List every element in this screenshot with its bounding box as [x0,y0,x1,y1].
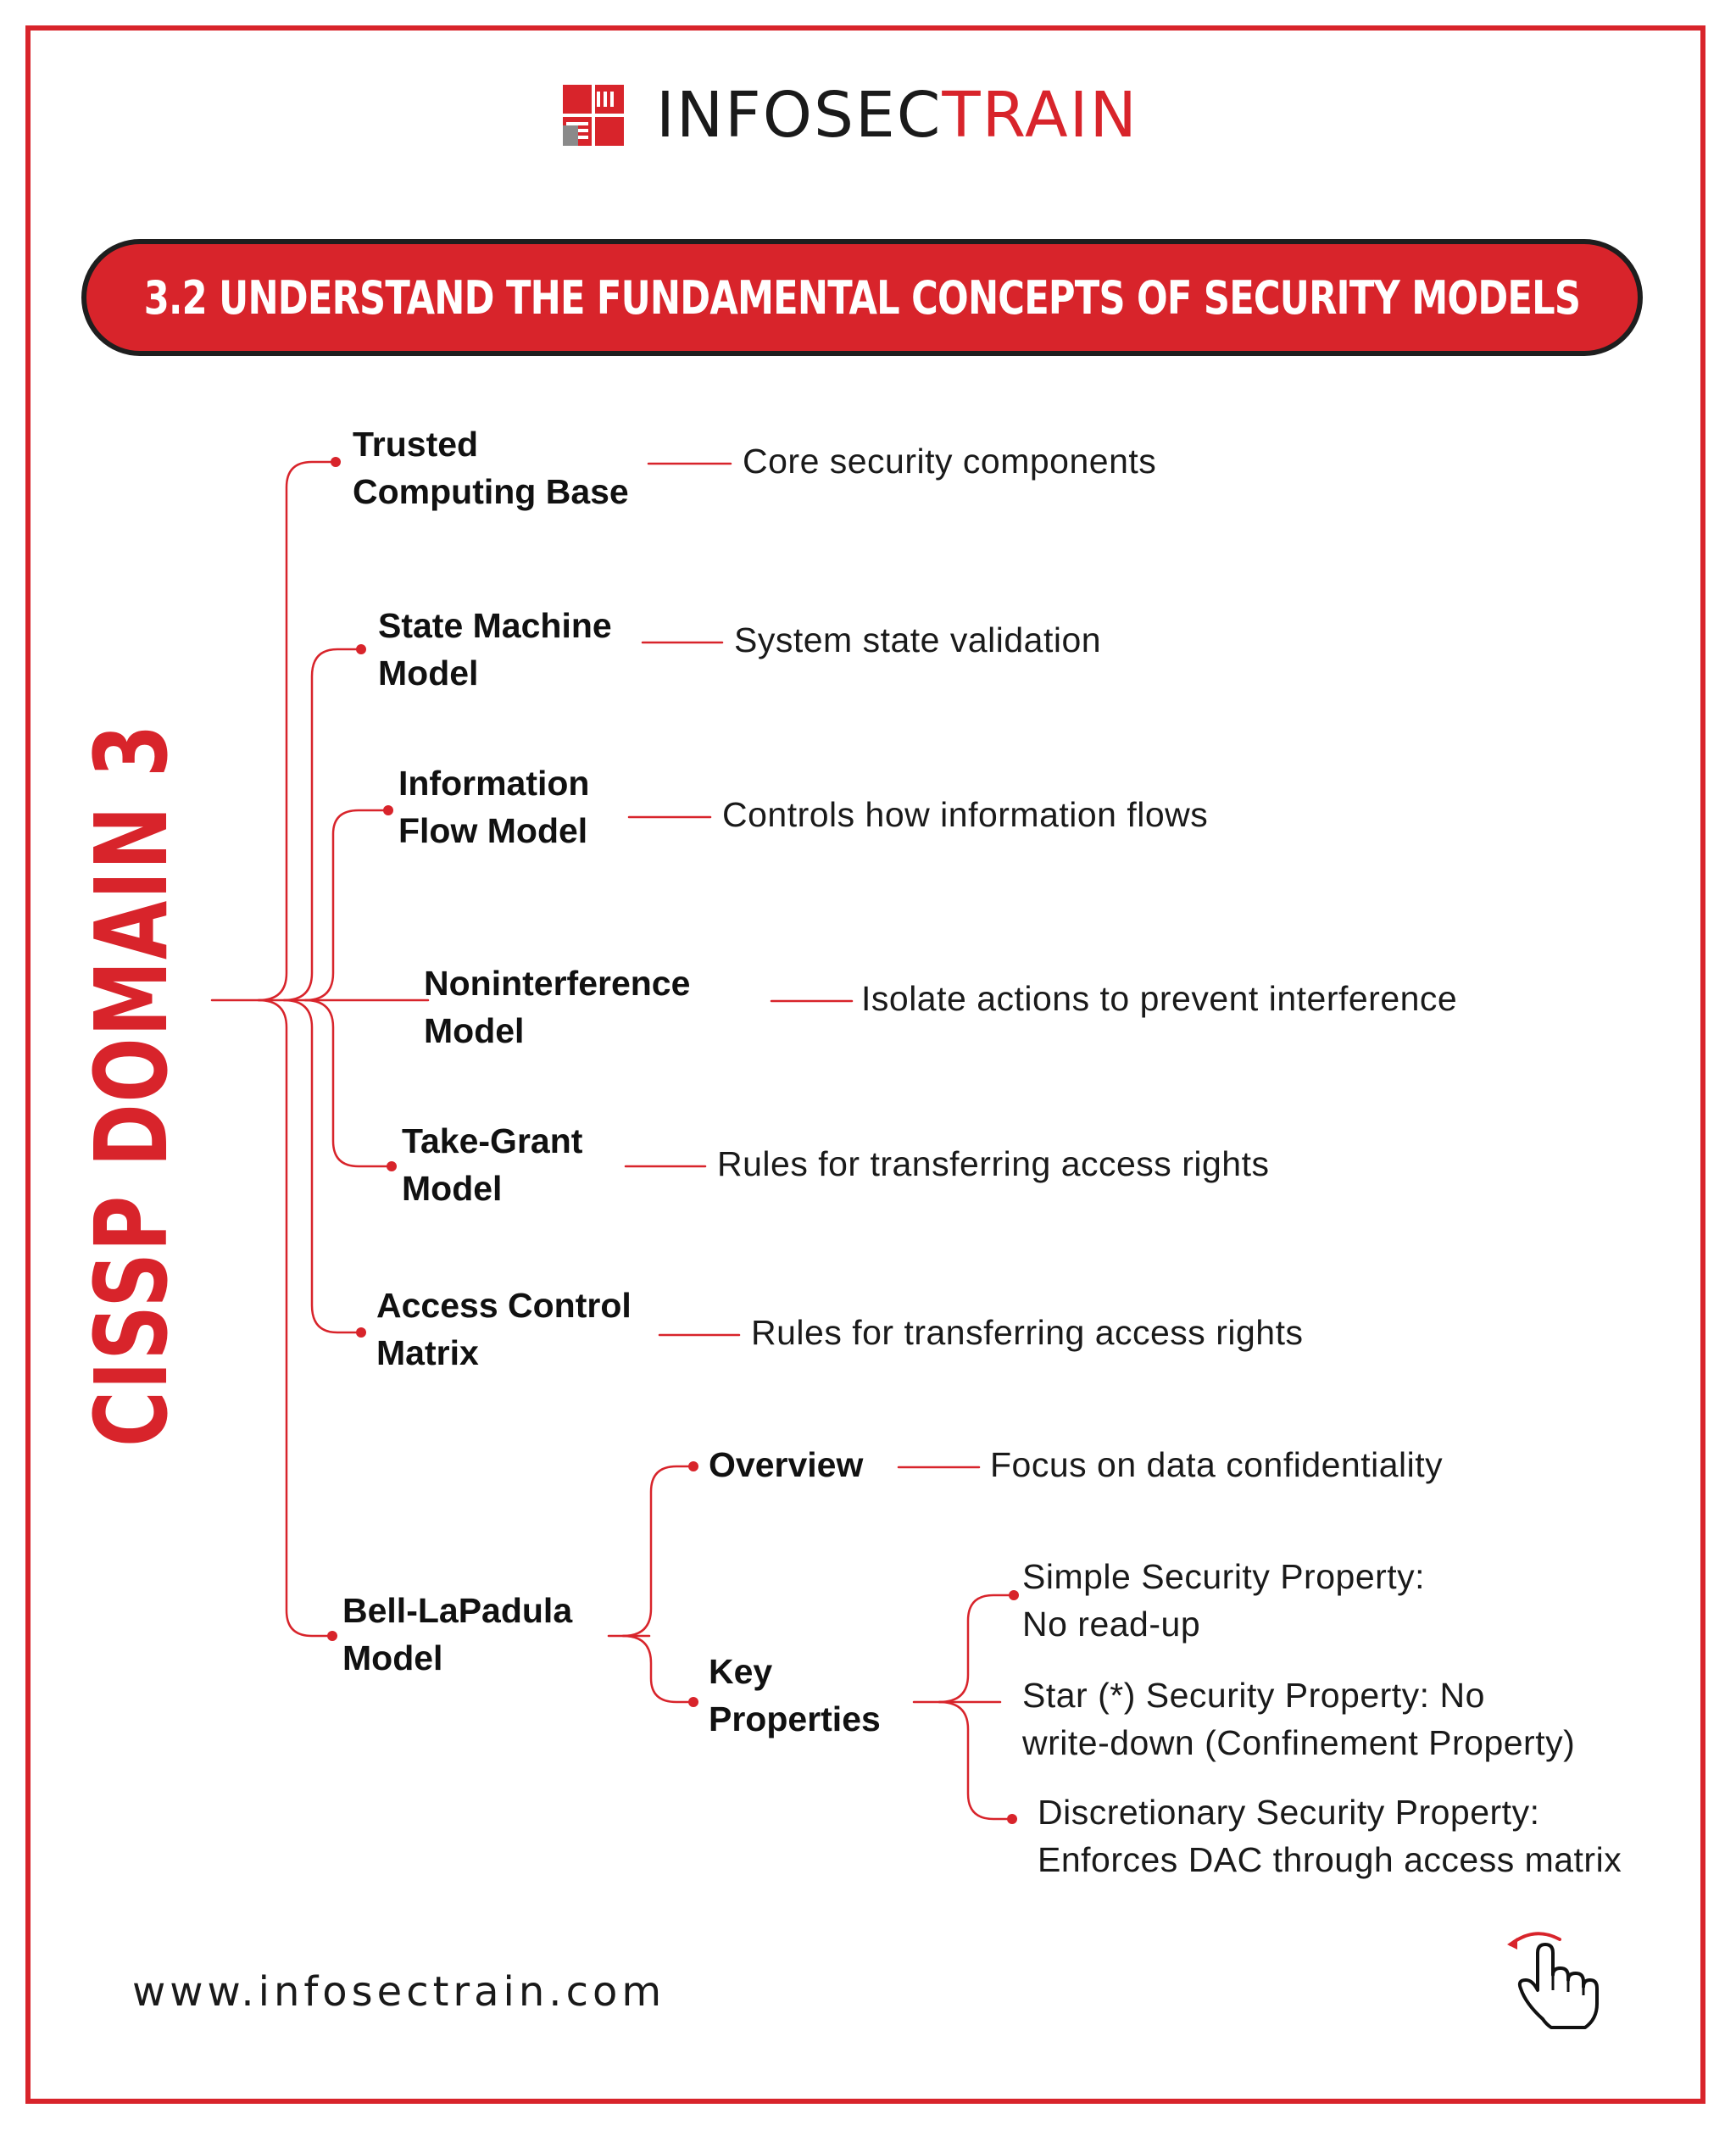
dot-tgm [387,1161,397,1171]
node-bell-lapadula-model: Bell-LaPadula Model [342,1591,573,1677]
dot-ifm [383,805,393,815]
node-noninterference-model: Noninterference Model [424,964,691,1050]
desc-take-grant-model: Rules for transferring access rights [717,1144,1270,1183]
connector-smm [284,649,361,1000]
brand-name: INFOSECTRAIN [656,79,1138,152]
connector-ifm [305,810,388,1000]
key-property-discretionary-security: Discretionary Security Property: Enforces DAC through access matrix [1038,1793,1622,1879]
dot-smm [356,644,366,654]
node-state-machine-model: State Machine Model [378,606,612,693]
connector-tgm [305,1000,392,1166]
key-property-star-security: Star (*) Security Property: No write-down (Confinement Property) [1022,1676,1576,1762]
connector-key-item1 [939,1595,1014,1702]
footer-website-link[interactable]: www.infosectrain.com [132,1968,666,2016]
node-blp-overview: Overview [709,1445,864,1484]
desc-noninterference-model: Isolate actions to prevent interference [861,979,1458,1018]
desc-trusted-computing-base: Core security components [743,442,1157,481]
desc-information-flow-model: Controls how information flows [722,795,1209,834]
node-take-grant-model: Take-Grant Model [402,1121,583,1208]
side-title-text: CISSP DOMAIN 3 [73,723,190,1447]
desc-access-control-matrix: Rules for transferring access rights [751,1313,1304,1352]
banner-title: 3.2 UNDERSTAND THE FUNDAMENTAL CONCEPTS OF SECURITY MODELS [143,270,1581,325]
connector-blp-overview [623,1466,693,1636]
desc-blp-overview: Focus on data confidentiality [990,1445,1444,1484]
dot-overview [688,1461,698,1471]
dot-key-item1 [1009,1590,1019,1600]
dot-key-item3 [1007,1814,1017,1824]
node-access-control-matrix: Access Control Matrix [376,1286,632,1372]
node-information-flow-model: Information Flow Model [398,764,590,850]
node-trusted-computing-base: Trusted Computing Base [353,425,629,511]
desc-state-machine-model: System state validation [734,620,1102,659]
key-property-simple-security: Simple Security Property: No read-up [1022,1557,1426,1644]
connector-key-item3 [939,1702,1012,1819]
node-blp-key-properties: Key Properties [709,1652,881,1738]
dot-tcb [331,457,341,467]
dot-acm [356,1327,366,1338]
hand-pointer-icon [1500,1919,1602,2038]
connector-tcb [259,462,336,1000]
connector-blp [259,1000,332,1636]
dot-blp [327,1631,337,1641]
connector-blp-key [623,1636,693,1702]
dot-key [688,1697,698,1707]
